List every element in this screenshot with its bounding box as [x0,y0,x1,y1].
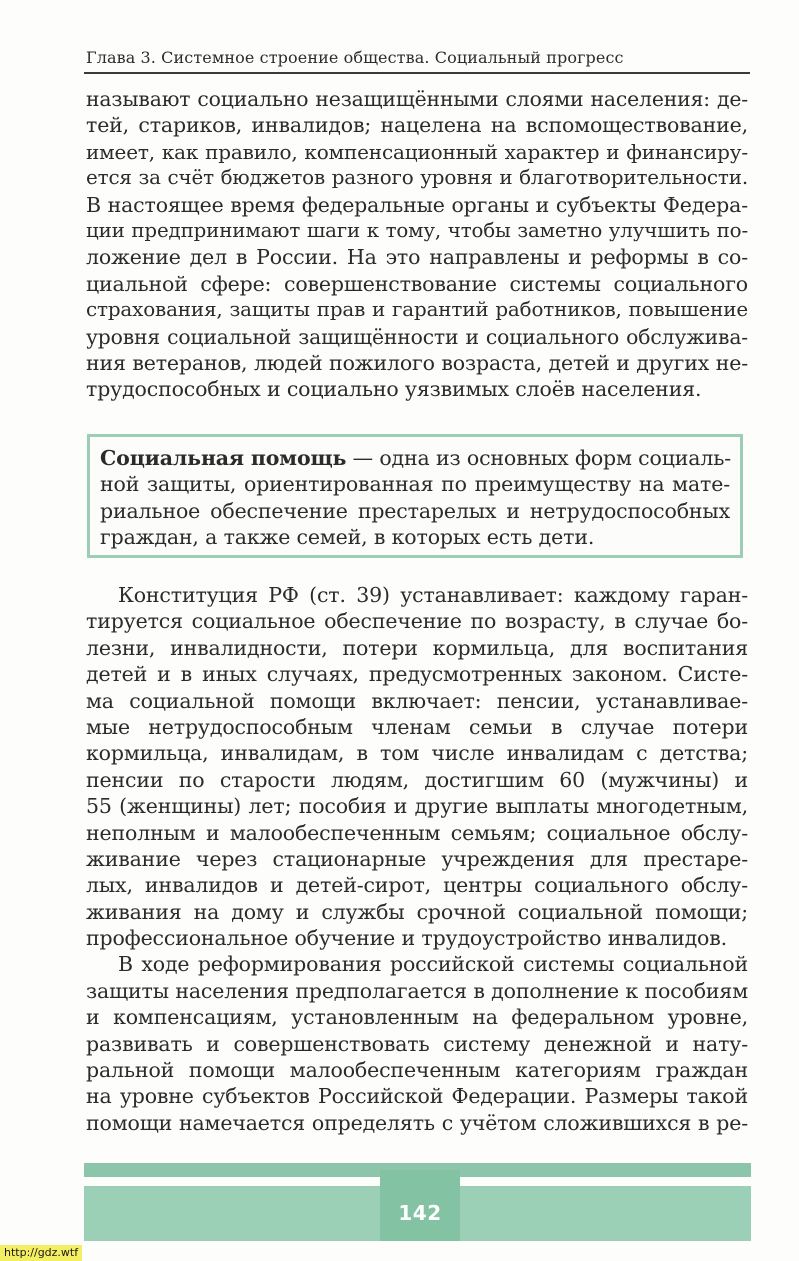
text-line: развивать и совершенствовать систему денежной и нату- [86,1031,748,1056]
definition-text: — одна из основных форм социаль- [346,446,731,470]
text-line: ния ветеранов, людей пожилого возраста, детей и других не- [86,350,748,375]
definition-term: Социальная помощь [100,446,347,470]
text-line: циальной сфере: совершенствование системы социального [86,271,748,296]
text-line: уровня социальной защищённости и социального обслужива- [86,324,748,349]
text-line: защиты населения предполагается в дополнение к пособиям [86,978,748,1003]
paragraph-2 [86,582,748,1136]
text-line: ции предпринимают шаги к тому, чтобы заметно улучшить по- [86,218,748,242]
watermark-link[interactable]: http://gdz.wtf [0,1245,82,1261]
text-line: ма социальной помощи включает: пенсии, устанавливае- [86,688,748,713]
text-line: трудоспособных и социально уязвимых слоёв населения. [86,377,702,402]
text-line: называют социально незащищёнными слоями населения: де- [86,87,748,111]
definition-line: ной защиты, ориентированная по преимуществу на мате- [100,472,730,497]
text-line: имеет, как правило, компенсационный характер и финансиру- [86,139,748,164]
text-line: В настоящее время федеральные органы и субъекты Федера- [86,192,748,217]
text-line: 55 (женщины) лет; пособия и другие выплаты многодетным, [86,794,748,819]
text-line: и компенсациям, установленным на федеральном уровне, [86,1005,748,1030]
text-line: В ходе реформирования российской системы социальной [118,952,748,977]
text-line: страхования, защиты прав и гарантий работников, повышение [86,298,748,322]
text-line: неполным и малообеспеченным семьям; социальное обслу- [86,820,748,845]
text-line: тей, стариков, инвалидов; нацелена на вспомоществование, [86,113,748,138]
text-line: тируется социальное обеспечение по возрасту, в случае бо- [86,609,748,634]
text-line: помощи намечается определять с учётом сложившихся в ре- [86,1110,748,1135]
text-line: лезни, инвалидности, потери кормильца, для воспитания [86,635,748,660]
text-line: профессиональное обучение и трудоустройство инвалидов. [86,926,728,951]
definition-box [87,434,743,558]
definition-line: риальное обеспечение престарелых и нетрудоспособных [100,498,730,523]
text-line: лых, инвалидов и детей-сирот, центры социального обслу- [86,873,748,898]
text-line: мые нетрудоспособным членам семьи в случае потери [86,714,748,739]
text-line: Конституция РФ (ст. 39) устанавливает: каждому гаран- [118,583,748,607]
text-line: детей и в иных случаях, предусмотренных законом. Систе- [86,662,748,687]
page-number: 142 [398,1201,442,1225]
text-line: пенсии по старости людям, достигшим 60 (мужчины) и [86,767,748,792]
text-line: ральной помощи малообеспеченным категориям граждан [86,1058,748,1083]
text-line: на уровне субъектов Российской Федерации. Размеры такой [86,1084,748,1109]
chapter-header: Глава 3. Системное строение общества. Социальный прогресс [86,48,624,67]
text-line: ложение дел в России. На это направлены и реформы в со- [86,245,748,270]
text-line: ется за счёт бюджетов разного уровня и благотворительности. [86,166,748,190]
header-divider [84,72,750,74]
text-line: живания на дому и службы срочной социальной помощи; [86,899,748,924]
text-line: живание через стационарные учреждения для престаре- [86,846,748,871]
definition-first-line [100,445,730,471]
text-line: кормильца, инвалидам, в том числе инвалидам с детства; [86,741,748,766]
definition-line: граждан, а также семей, в которых есть дети. [100,525,595,550]
paragraph-1 [86,86,748,403]
